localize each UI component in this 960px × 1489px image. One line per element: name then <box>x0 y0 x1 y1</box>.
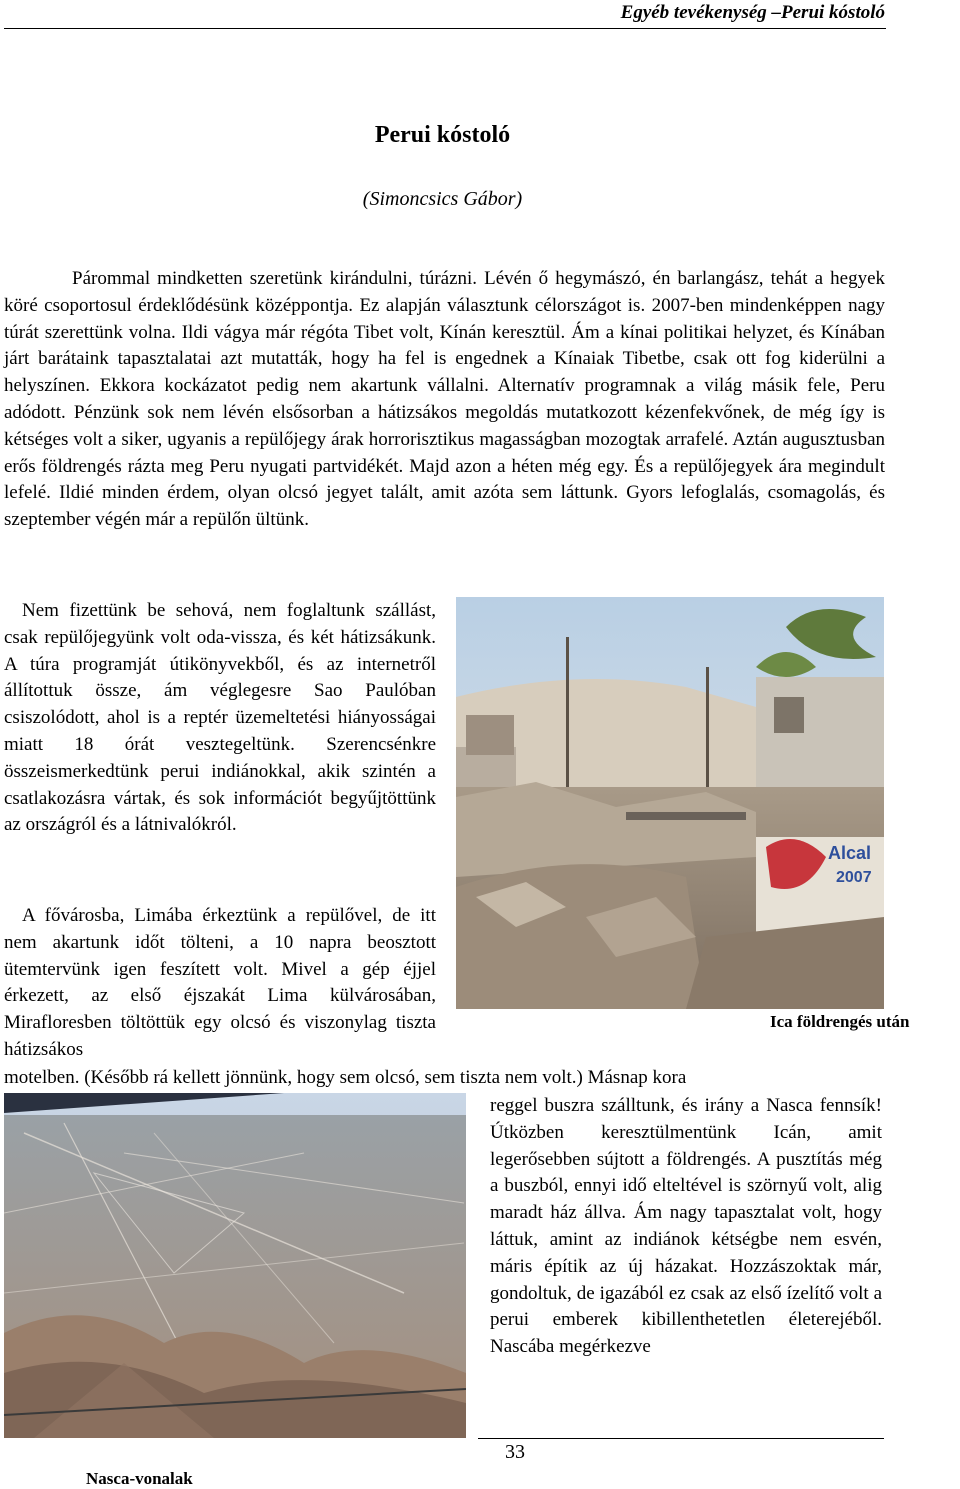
header-rule <box>4 28 886 29</box>
paragraph-3: A fővárosba, Limába érkeztünk a repülővel, de itt nem akartunk időt tölteni, a 10 napra beosztott ütemtervünk igen feszített volt. Mivel a gép éjjel érkezett, az első éjszakát Lima külvárosában, Mirafloresben töltöttük egy olcsó és viszonylag tiszta hátizsákos <box>4 905 436 1060</box>
footer-rule <box>478 1438 884 1439</box>
page-number: 33 <box>505 1441 525 1463</box>
running-header: Egyéb tevékenység –Perui kóstoló <box>620 2 885 23</box>
earthquake-photo-caption: Ica földrengés után <box>770 1012 910 1031</box>
paragraph-3-continued: motelben. (Később rá kellett jönnünk, hogy sem olcsó, sem tiszta nem volt.) Másnap kora <box>4 1067 687 1088</box>
paragraph-1: Párommal mindketten szeretünk kirándulni, túrázni. Lévén ő hegymászó, én barlangász, tehát a hegyek köré csoportosul érdeklődésünk középpontja. Ez alapján választunk célországot is. 2007-ben mindenképpen nagy túrát szerettünk volna. Ildi vágya már régóta Tibet volt, Kínán keresztül. Ám a kínai politikai helyzet, és Kínában járt barátaink tapasztalatai azt mutatták, hogy ha fel is engednek a Kínaiak Tibetbe, csak ott fog kiderülni a helyszínen. Ekkora kockázatot pedig nem akartunk vállalni. Alternatív programnak a világ másik fele, Peru adódott. Pénzünk sok nem lévén elsősorban a hátizsákos megoldás mutatkozott kézenfekvőnek, de még így is kétséges volt a siker, ugyanis a repülőjegy árak horrorisztikus magasságban mozogtak arrafelé. Aztán augusztusban erős földrengés rázta meg Peru nyugati partvidékét. Majd azon a héten még egy. És a repülőjegyek ára megindult lefelé. Ildié minden érdem, olyan olcsó jegyet talált, amit azóta sem láttunk. Gyors lefoglalás, csomagolás, és szeptember végén már a repülőn ültünk. <box>4 268 885 531</box>
nasca-lines-caption: Nasca-vonalak <box>86 1469 193 1488</box>
article-title: Perui kóstoló <box>374 122 511 148</box>
paragraph-2: Nem fizettünk be sehová, nem foglaltunk szállást, csak repülőjegyünk volt oda-vissza, és két hátizsákunk. A túra programját útikönyvekből, és az internetről állítottuk össze, ám véglegesre Sao Paulóban csiszolódott, ahol is a reptér üzemeltetési hiányosságai miatt 18 órát vesztegeltünk. Szerencsénkre összeismerkedtünk perui indiánokkal, akik szintén a csatlakozásra vártak, és sok információt begyűjtöttünk az országról és a látnivalókról. <box>4 600 436 836</box>
paragraph-4: reggel buszra szálltunk, és irány a Nasca fennsík! Útközben keresztülmentünk Icán, amit legerősebben sújtott a földrengés. A pusztítás még a buszból, ennyi idő elteltével is szörnyű volt, alig maradt ház állva. Ám nagy tapasztalat volt, hogy láttuk, amint az indiánok kétségbe nem esvén, máris építik az új házakat. Hozzászoktak már, gondoltuk, de igazából ez csak az első ízelítő volt a perui emberek kibillenthetetlen életerejéből. Nascába megérkezve <box>490 1095 882 1358</box>
svg-text:2007: 2007 <box>836 869 872 886</box>
nasca-lines-photo <box>4 1093 466 1438</box>
article-author: (Simoncsics Gábor) <box>362 188 523 210</box>
earthquake-photo <box>456 597 884 1009</box>
svg-text:Alcal: Alcal <box>828 843 872 863</box>
